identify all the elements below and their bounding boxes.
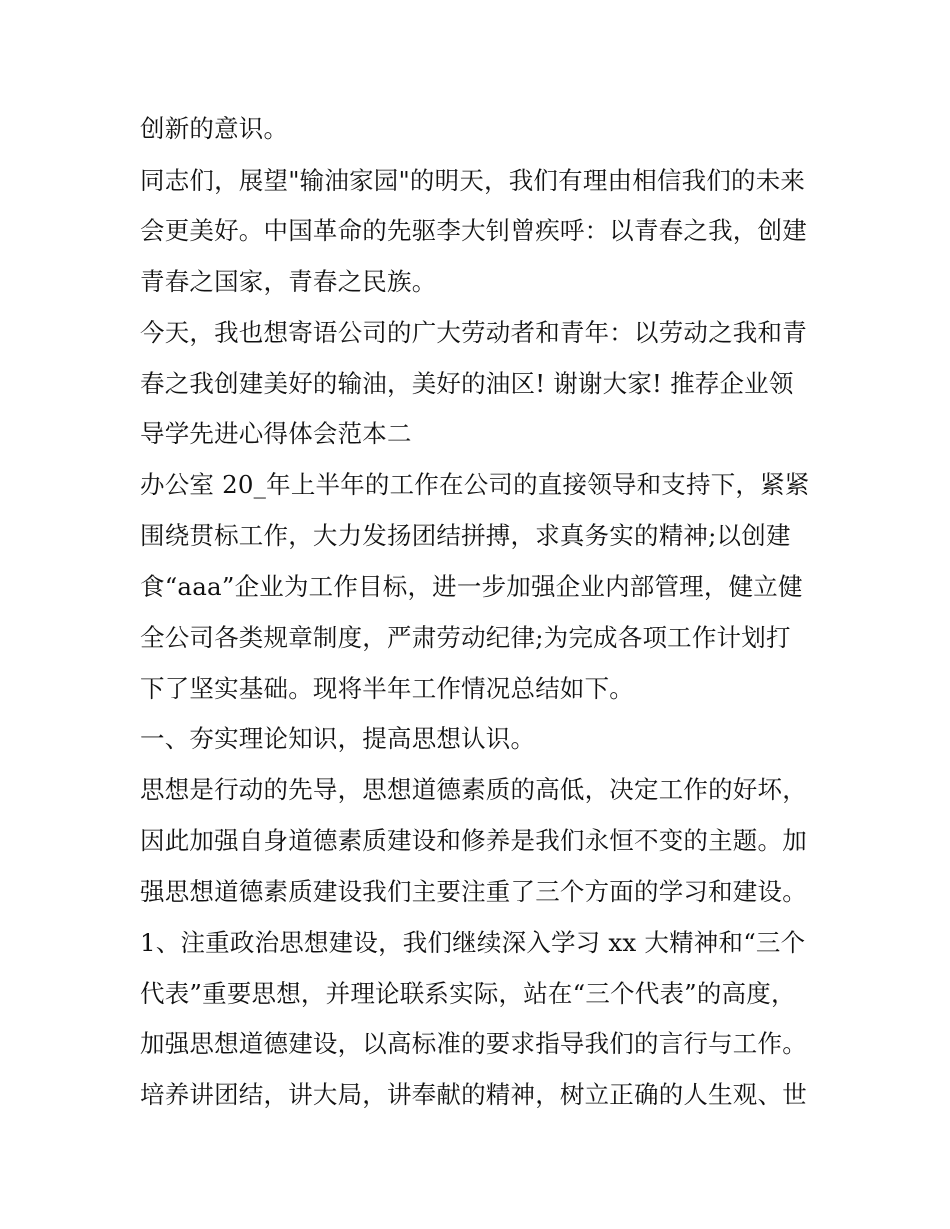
text-line: 因此加强自身道德素质建设和修养是我们永恒不变的主题。加	[140, 826, 807, 855]
text-line: 春之我创建美好的输油，美好的油区! 谢谢大家! 推荐企业领	[140, 369, 794, 398]
text-line: 1、注重政治思想建设，我们继续深入学习 xx 大精神和“三个	[140, 928, 806, 957]
text-line: 食“aaa”企业为工作目标，进一步加强企业内部管理，健立健	[140, 572, 803, 601]
text-line: 下了坚实基础。现将半年工作情况总结如下。	[140, 674, 634, 703]
text-line: 围绕贯标工作，大力发扬团结拼搏，求真务实的精神;以创建	[140, 521, 791, 550]
text-line: 导学先进心得体会范本二	[140, 419, 412, 448]
section-heading: 一、夯实理论知识，提高思想认识。	[140, 724, 536, 753]
text-line: 创新的意识。	[140, 114, 289, 143]
text-line: 代表”重要思想，并理论联系实际，站在“三个代表”的高度，	[140, 979, 796, 1008]
text-line: 今天，我也想寄语公司的广大劳动者和青年：以劳动之我和青	[140, 318, 807, 347]
text-line: 青春之国家，青春之民族。	[140, 267, 437, 296]
text-line: 全公司各类规章制度，严肃劳动纪律;为完成各项工作计划打	[140, 623, 791, 652]
text-line: 加强思想道德建设，以高标准的要求指导我们的言行与工作。	[140, 1029, 807, 1058]
text-line: 同志们，展望"输油家园"的明天，我们有理由相信我们的未来	[140, 166, 806, 195]
text-line: 办公室 20_年上半年的工作在公司的直接领导和支持下，紧紧	[140, 470, 810, 499]
text-line: 会更美好。中国革命的先驱李大钊曾疾呼：以青春之我，创建	[140, 216, 807, 245]
text-line: 培养讲团结，讲大局，讲奉献的精神，树立正确的人生观、世	[140, 1080, 807, 1109]
text-line: 强思想道德素质建设我们主要注重了三个方面的学习和建设。	[140, 877, 807, 906]
text-line: 思想是行动的先导，思想道德素质的高低，决定工作的好坏，	[140, 775, 807, 804]
